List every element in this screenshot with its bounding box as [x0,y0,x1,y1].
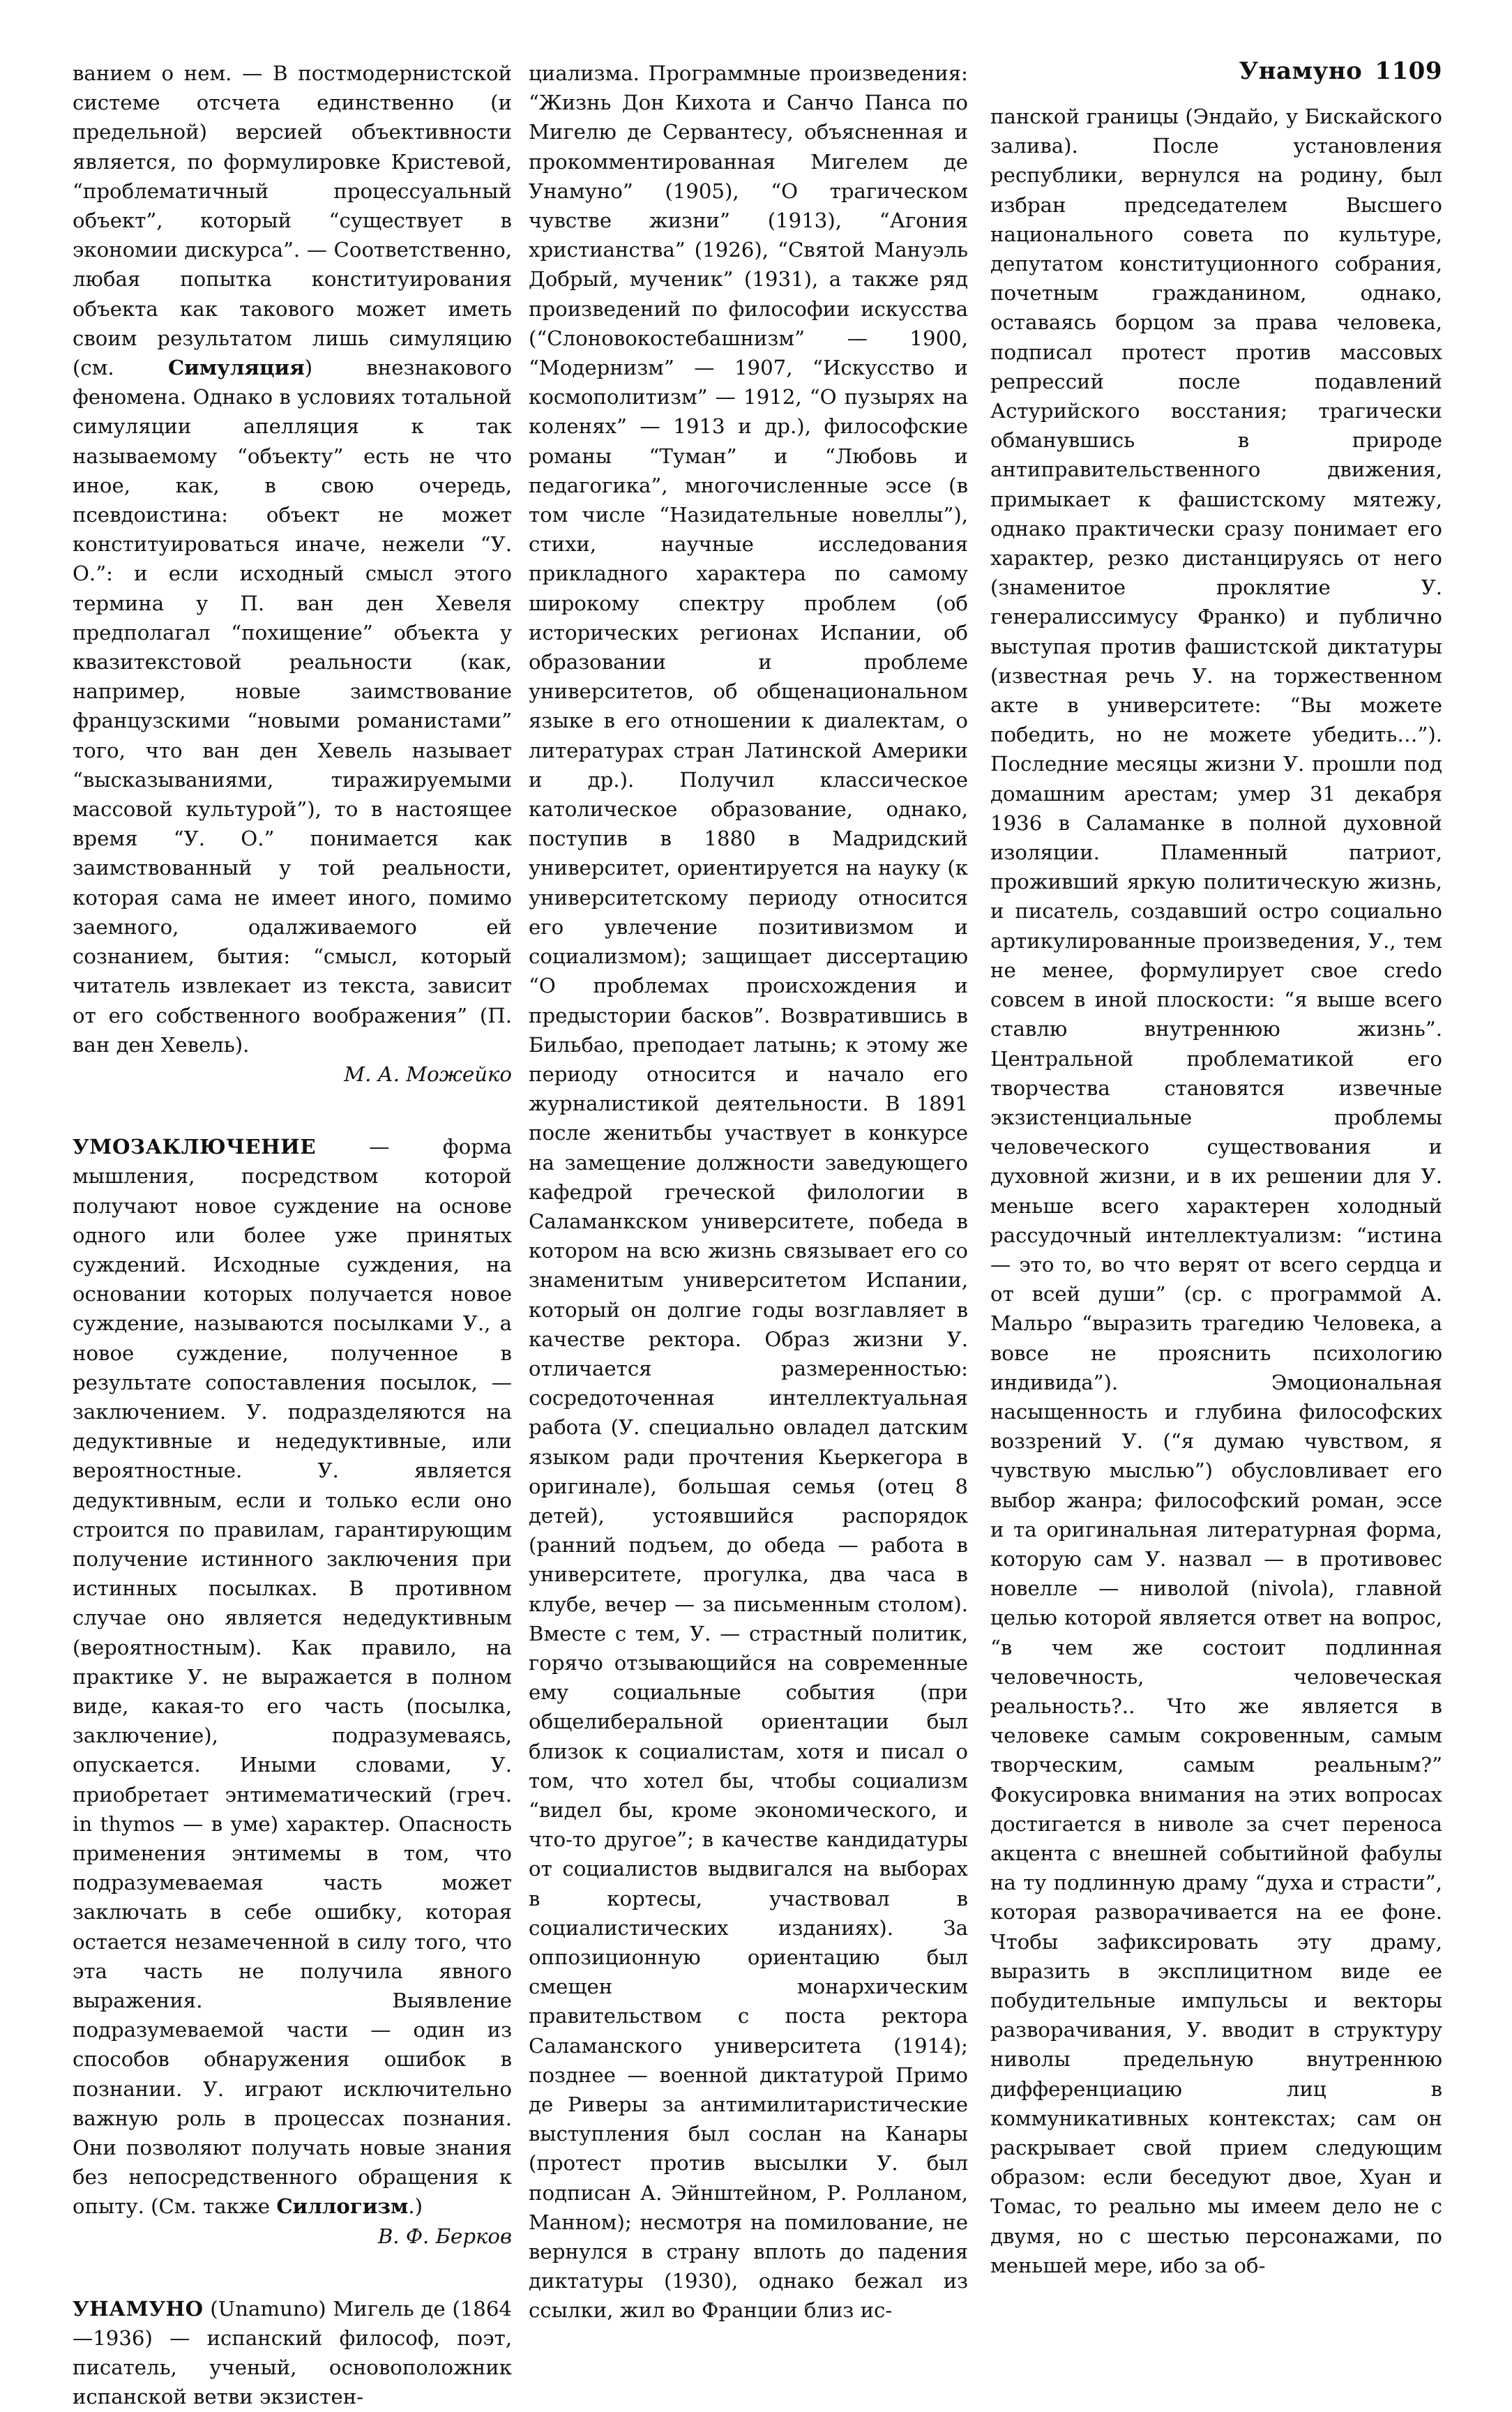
entry-unamuno [73,2294,512,2412]
column-3 [990,102,1442,2280]
page-number: 1109 [1375,57,1442,85]
entry-continuation-text-2: ) внезнакового феномена. Однако в условиях тотальной симуляции апелляция к так называемому “объекту” есть не что иное, как, в свою очередь, псевдоистина: объект не может конституироваться иначе, нежели “У. О.”: и если исходный смысл этого термина у П. ван ден Хевеля предполагал “похищение” объекта у квазитекстовой реальности (как, например, новые заимствование французскими “новыми романистами” того, что ван ден Хевель называет “высказываниями, тиражируемыми массовой культурой”), то в настоящее время “У. О.” понимается как заимствованный у той реальности, которая сама не имеет иного, помимо заемного, одалживаемого ей сознанием, бытия: “смысл, который читатель извлекает из текста, зависит от его собственного воображения” (П. ван ден Хевель). [73,356,512,1057]
entry-continuation [73,59,512,1060]
author-signature: В. Ф. Берков [377,2224,512,2248]
column-2 [529,59,968,2326]
author-signature: М. А. Можейко [344,1062,512,1086]
running-head-title: Унамуно [1239,57,1363,85]
column-1 [73,59,512,2412]
cross-reference-syllogism: Силлогизм [276,2194,409,2219]
cross-reference-simulation: Симуляция [167,356,305,380]
headword: УМОЗАКЛЮЧЕНИЕ [73,1135,316,1159]
entry-unamuno-continued: циализма. Программные произведения: “Жизнь Дон Кихота и Санчо Панса по Мигелю де Сервантесу, объясненная и прокомментированная Мигелем де Унамуно” (1905), “О трагическом чувстве жизни” (1913), “Агония христианства” (1926), “Святой Мануэль Добрый, мученик” (1931), а также ряд произведений по философии искусства (“Слоновокостебашнизм” — 1900, “Модернизм” — 1907, “Искусство и космополитизм” — 1912, “О пузырях на коленях” — 1913 и др.), философские романы “Туман” и “Любовь и педагогика”, многочисленные эссе (в том числе “Назидательные новеллы”), стихи, научные исследования прикладного характера по самому широкому спектру проблем (об исторических регионах Испании, об образовании и проблеме университетов, об общенациональном языке в его отношении к диалектам, о литературах стран Латинской Америки и др.). Получил классическое католическое образование, однако, поступив в 1880 в Мадридский университет, ориентируется на науку (к университетскому периоду относится его увлечение позитивизмом и социализмом); защищает диссертацию “О проблемах происхождения и предыстории басков”. Возвратившись в Бильбао, преподает латынь; к этому же периоду относится и начало его журналистикой деятельности. В 1891 после женитьбы участвует в конкурсе на замещение должности заведующего кафедрой греческой филологии в Саламанкском университете, победа в котором на всю жизнь связывает его со знаменитым университетом Испании, который он долгие годы возглавляет в качестве ректора. Образ жизни У. отличается размеренностью: сосредоточенная интеллектуальная работа (У. специально овладел датским языком ради прочтения Кьеркегора в оригинале), большая семья (отец 8 детей), устоявшийся распорядок (ранний подъем, до обеда — работа в университете, прогулка, два часа в клубе, вечер — за письменным столом). Вместе с тем, У. — страстный политик, горячо отзывающийся на современные ему социальные события (при общелиберальной ориентации был близок к социалистам, хотя и писал о том, что хотел бы, чтобы социализм “видел бы, кроме экономического, и что-то другое”; в качестве кандидатуры от социалистов выдвигался на выборах в кортесы, участвовал в социалистических изданиях). За оппозиционную ориентацию был смещен монархическим правительством с поста ректора Саламанского университета (1914); позднее — военной диктатурой Примо де Риверы за антимилитаристические выступления был сослан на Канары (протест против высылки У. был подписан А. Эйнштейном, Р. Ролланом, Манном); несмотря на помилование, не вернулся в страну вплоть до падения диктатуры (1930), однако бежал из ссылки, жил во Франции близ ис- [529,61,968,2323]
entry-text-end: .) [408,2194,423,2219]
entry-text: (Unamuno) Мигель де (1864—1936) — испанский философ, поэт, писатель, ученый, основоположник испанской ветви экзистен- [73,2296,512,2409]
entry-text: — форма мышления, посредством которой получают новое суждение на основе одного или более уже принятых суждений. Исходные суждения, на основании которых получается новое суждение, называются посылками У., а новое суждение, полученное в результате сопоставления посылок, — заключением. У. подразделяются на дедуктивные и недедуктивные, или вероятностные. У. является дедуктивным, если и только если оно строится по правилам, гарантирующим получение истинного заключения при истинных посылках. В противном случае оно является недедуктивным (вероятностным). Как правило, на практике У. не выражается в полном виде, какая-то его часть (посылка, заключение), подразумеваясь, опускается. Иными словами, У. приобретает энтимематический (греч. in thymos — в уме) характер. Опасность применения энтимемы в том, что подразумеваемая часть может заключать в себе ошибку, которая остается незамеченной в силу того, что эта часть не получила явного выражения. Выявление подразумеваемой части — один из способов обнаружения ошибок в познании. У. играют исключительно важную роль в процессах познания. Они позволяют получать новые знания без непосредственного обращения к опыту. (См. также [73,1135,512,2219]
entry-unamuno-continued: панской границы (Эндайо, у Бискайского залива). После установления республики, вернулся на родину, был избран председателем Высшего национального совета по культуре, депутатом конституционного собрания, почетным гражданином, однако, оставаясь борцом за права человека, подписал протест против массовых репрессий после подавлений Астурийского восстания; трагически обманувшись в природе антиправительственного движения, примыкает к фашистскому мятежу, однако практически сразу понимает его характер, резко дистанцируясь от него (знаменитое проклятие У. генералиссимусу Франко) и публично выступая против фашистской диктатуры (известная речь У. на торжественном акте в университете: “Вы можете победить, но не можете убедить…”). Последние месяцы жизни У. прошли под домашним арестам; умер 31 декабря 1936 в Саламанке в полной духовной изоляции. Пламенный патриот, проживший яркую политическую жизнь, и писатель, создавший остро социально артикулированные произведения, У., тем не менее, формулирует свое credo совсем в иной плоскости: “я выше всего ставлю внутреннюю жизнь”. Центральной проблематикой его творчества становятся извечные экзистенциальные проблемы человеческого существования и духовной жизни, и в их решении для У. меньше всего характерен холодный рассудочный интеллектуализм: “истина — это то, во что верят от всего сердца и от всей души” (ср. с программой А. Мальро “выразить трагедию Человека, а вовсе не прояснить психологию индивида”). Эмоциональная насыщенность и глубина философских воззрений У. (“я думаю чувством, я чувствую мыслью”) обусловливает его выбор жанра; философский роман, эссе и та оригинальная литературная форма, которую сам У. назвал — в противовес новелле — ниволой (nivola), главной целью которой является ответ на вопрос, “в чем же состоит подлинная человечность, человеческая реальность?.. Что же является в человеке самым сокровенным, самым творческим, самым реальным?” Фокусировка внимания на этих вопросах достигается в ниволе за счет переноса акцента с внешней событийной фабулы на ту подлинную драму “духа и страсти”, которая разворачивается на ее фоне. Чтобы зафиксировать эту драму, выразить в эксплицитном виде ее побудительные импульсы и векторы разворачивания, У. вводит в структуру ниволы предельную внутреннюю дифференциацию лиц в коммуникативных контекстах; сам он раскрывает свой прием следующим образом: если беседуют двое, Хуан и Томас, то реально мы имеем дело не с двумя, но с шестью персонажами, по меньшей мере, ибо за об- [990,105,1442,2277]
entry-umozaklyuchenie [73,1132,512,2222]
running-head [1239,57,1442,85]
entry-continuation-text: ванием о нем. — В постмодернистской системе отсчета единственно (и предельной) версией объективности является, по формулировке Кристевой, “проблематичный процессуальный объект”, который “существует в экономии дискурса”. — Соответственно, любая попытка конституирования объекта как такового может иметь своим результатом лишь симуляцию (см. [73,61,512,380]
headword: УНАМУНО [73,2296,204,2321]
